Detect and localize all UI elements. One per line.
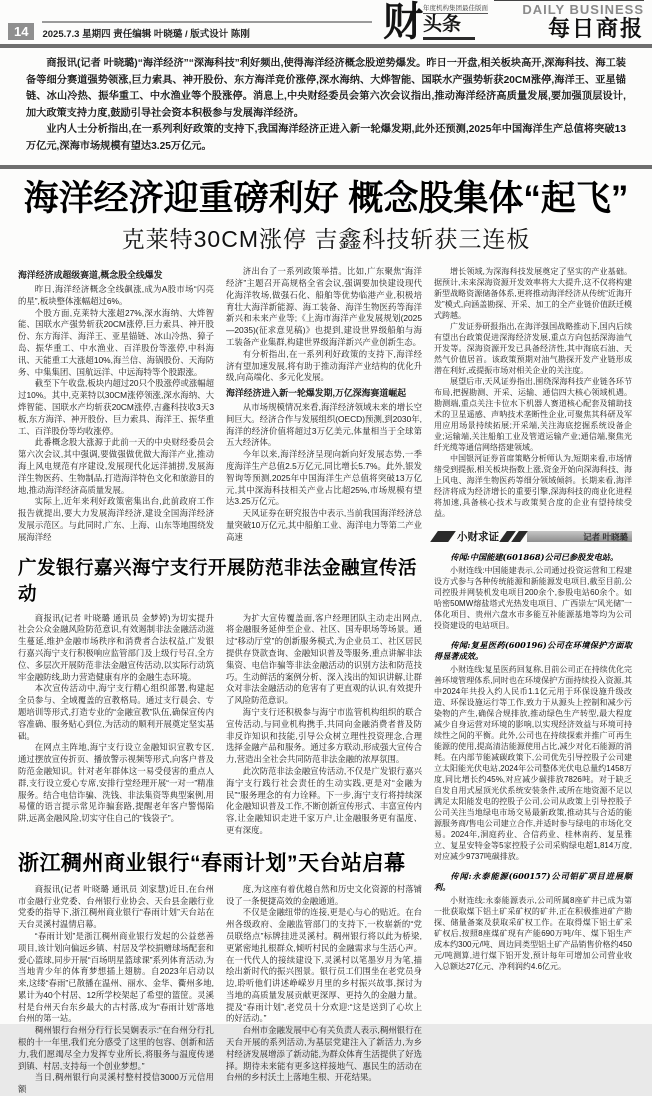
logo-toutiao: 头条: [423, 15, 475, 40]
article1-paragraph: 增长领域,为深海科技发展奠定了坚实的产业基础。据预计,未来深海资源开发效率将大大提升,这不仅将构建新型战略资源储备体系,更将推动海洋经济从传统“近海开发”模式,向涵盖勘探、开采、加工的全产业链价值跃迁模式跨越。: [434, 267, 632, 321]
dateline: 2025.7.3 星期四 责任编辑 叶晓璐 / 版式设计 陈刚: [42, 29, 250, 40]
rumor-line: 传闻:永泰能源(600157)公司铝矿项目进展顺利。: [434, 870, 632, 893]
lead-paragraph-box: [0, 48, 652, 161]
xiaocai-section-bar: [434, 529, 632, 544]
article1-paragraph: 有分析指出,在一系列利好政策的支持下,海洋经济有望加速发展,将有助于推动海洋产业结构的优化升级,向高端化、多元化发展。: [226, 348, 422, 383]
article1-paragraph: 此番概念股大涨源于此前一天的中央财经委员会第六次会议,其中强调,要做强做优做大海洋产业,推动海上风电规范有序建设,发展现代化远洋捕捞,发展海洋生物医药、生物制品,打造海洋特色文化和旅游目的地,推动海洋经济高质量发展。: [18, 437, 214, 495]
slash-icon: [430, 531, 456, 542]
article3-paragraph: 稠州银行台州分行行长吴娴表示:“在台州分行扎根的十一年里,我们充分感受了这里的包容、创新和活力,我们愿竭尽全力发挥专业所长,将服务与温度传递到镇、村居,支持每一个创业梦想。”: [18, 1025, 214, 1071]
article2-column-1: [18, 613, 214, 837]
article1-paragraph: 今年以来,海洋经济呈现向新向好发展态势,一季度海洋生产总值2.5万亿元,同比增长5.7%。此外,银发智询等预测,2025年中国海洋生产总值将突破13万亿元,其中深海科技相关产业占比超25%,市场规模有望达3.25万亿元。: [226, 449, 422, 507]
left-region: [18, 266, 422, 1096]
article2-paragraph: 本次宣传活动中,海宁支行精心组织部署,构建起全员参与、全域覆盖的宣教格局。通过支行晨会、专题培训等形式,打造专业的“金融宣教”队伍,确保宣传内容准确、服务贴心到位,为活动的顺利开展奠定坚实基础。: [18, 683, 214, 741]
xiaocai-item: [434, 552, 632, 631]
article3-paragraph: 商报讯(记者 叶晓璐 通讯员 刘家慧)近日,在台州市金融行业党委、台州银行业协会、天台县金融行业党委的指导下,浙江稠州商业银行“春雨计划”天台站在天台灵溪村温情启幕。: [18, 883, 214, 930]
article1-paragraph: 济出台了一系列政策举措。比如,广东聚焦“海洋经济”主题召开高规格全省会议,强调要加快建设现代化海洋牧场,做强石化、船舶等优势临港产业,积极培育壮大海洋新能源、海工装备、海洋生物医药等海洋新兴和未来产业等;《上海市海洋产业发展规划(2025—2035)(征求意见稿)》也提到,建设世界级船舶与海工装备产业集群,构建世界级海洋新兴产业创新生态。: [226, 266, 422, 348]
right-region: [434, 266, 632, 1096]
xiaocai-byline-bar: [527, 531, 632, 542]
reply-line: 小财连线:复星医药回复称,目前公司正在持续优化完善环境管理体系,同时也在环境保护方面持续投入资源,其中2024年共投入约人民币1.1亿元用于环保设施升级改造、环保设施运行等工作,致力于从源头上控制和减少污染物的产生,确保合规排放,推动绿色生产转型,最大程度减少自身运营对环境的影响,以实现经济效益与环境可持续性之间的平衡。此外,公司也在持续探索并推广可再生能源的使用,提高清洁能源使用占比,减少对化石能源的消耗。在内部节能减碳政策下,公司优先引导控股子公司建立太阳能光伏电站,2024年公司整体光伏电总量约1458万度,同比增长约45%,对应减少碳排放7826吨。对于缺乏自发自用式屋顶光伏系统安装条件,或所在地资源不足以满足太阳能发电的控股子公司,公司从政策上引导控股子公司关注当地绿电市场交易最新政策,推动其与合适的能源服务商/售电公司建立合作,并适时参与绿电的市场化交易。2024年,洞庭药业、合信药业、桂林南药、复星雅立、复星安特金等5家控股子公司采购绿电超1,814万度,对应减少9737吨碳排放。: [434, 664, 632, 861]
page-body: [0, 262, 652, 1096]
reply-line: 小财连线:永泰能源表示,公司所属8座矿井已成为第一批获取煤下铝土矿采矿权的矿井,正在积极推进矿产勘探、储量备案及获取采矿权工作。在取得煤下铝土矿采矿权后,按照8座煤矿现有产能690万吨/年、煤下铝生产成本约300元/吨、周边同类型铝土矿产品销售价格约450元/吨测算,进行煤下铝开发,预计每年可增加公司营业收入总额达27亿元、净利润约4.6亿元。: [434, 895, 632, 971]
lead-paragraph: 商报讯(记者 叶晓璐)“海洋经济”“深海科技”利好频出,使得海洋经济概念股逆势爆发。昨日一开盘,相关板块高开,深海科技、海工装备等细分赛道强势领涨,巨力索具、神开股份、东方海洋竞价涨停,深水海纳、大烨智能、国联水产强势斩获20CM涨停,海洋王、亚星锚链、冰山冷热、振华重工、中水渔业等个股涨停。消息上,中央财经委员会第六次会议指出,推动海洋经济高质量发展,要加强顶层设计,加大政策支持力度,鼓励引导社会资本积极参与发展海洋经济。: [26, 58, 626, 119]
article3-paragraph: “春雨计划”是浙江稠州商业银行发起的公益慈善项目,该计划向偏远乡镇、村居及学校捐赠球场配套和爱心篮球,同步开展“百场明星篮球课”系列体育活动,为当地青少年的体育梦想插上翅膀。自2023年启动以来,这缕“春雨”已散播在温州、丽水、金华、衢州多地,累计为40个村居、12所学校架起了希望的篮筐。灵溪村是台州天台东乡最大的古村落,成为“春雨计划”落地台州的第一站。: [18, 930, 214, 1024]
article1-paragraph: 截至下午收盘,板块内超过20只个股涨停或涨幅超过10%。其中,克莱特以30CM涨停领涨,深水海纳、大烨智能、国联水产均斩获20CM涨停,吉鑫科技收3天3板,东方海洋、神开股份、巨力索具、海洋王、振华重工、百洋股份等均收涨停。: [18, 378, 214, 436]
article3-paragraph: 不仅是金融纽带的连接,更是心与心的贴近。在台州各级政府、金融监管部门的支持下,一枚崭新的“党员联络点”标牌挂进灵溪村。稠州银行将以此为桥梁,更紧密地扎根群众,倾听村民的金融需求与生活心声。在一代代人的接续建设下,灵溪村以笔墨岁月为笔,描绘出新时代的振兴图景。银行员工们围坐在老党员身边,聆听他们讲述峥嵘岁月里的乡村振兴故事,探讨为当地的高质量发展贡献更深厚、更持久的金融力量。提及“春雨计划”,老党员十分欢迎:“这是送到了心坎上的好活动。”: [226, 907, 422, 1024]
article2-paragraph: 海宁支行还积极参与海宁市监管机构组织的联合宣传活动,与同业机构携手,共同向金融消费者普及防非反诈知识和技能,引导公众树立理性投资理念,合理选择金融产品和服务。通过多方联动,形成强大宣传合力,营造出全社会共同防范非法金融的浓厚氛围。: [226, 706, 422, 765]
article1-paragraph: 个股方面,克莱特大涨超27%,深水海纳、大烨智能、国联水产强势斩获20CM涨停,巨力索具、神开股份、东方海洋、海洋王、亚星锚链、冰山冷热、獐子岛、振华重工、中水渔业、百洋股份等涨停,中科海讯、天能重工大涨超10%,海兰信、海锅股份、天海防务、中集集团、国航远洋、中远海特等个股跟涨。: [18, 307, 214, 377]
article1-paragraph: 从市场规模情况来看,海洋经济领域未来的增长空间巨大。经济合作与发展组织(OECD)预测,到2030年,海洋的经济价值将超过3万亿美元,体量相当于全球第五大经济体。: [226, 402, 422, 448]
header-rule-top: [42, 21, 372, 23]
main-headline: 海洋经济迎重磅利好 概念股集体“起飞”: [23, 179, 629, 218]
dateline-block: [42, 21, 372, 40]
article2-paragraph: 在网点主阵地,海宁支行设立金融知识宣教专区,通过摆放宣传折页、播放警示视频等形式,向客户普及防范金融知识。针对老年群体这一易受侵害的重点人群,支行设立爱心专席,安排行堂经理开展“一对一”精准服务。结合电信诈骗、洗钱、非法集资等典型案例,用易懂的语言提示常见诈骗套路,提醒老年客户警惕陷阱,远离金融风险,切实守住自己的“钱袋子”。: [18, 742, 214, 824]
article1-columns: [18, 266, 422, 543]
article3: [18, 847, 422, 1096]
masthead-english: DAILY BUSINESS: [494, 0, 644, 17]
article1-subhead-2: 海洋经济进入新一轮爆发期,万亿深海赛道崛起: [226, 388, 406, 399]
article2-paragraph: 此次防范非法金融宣传活动,不仅是广发银行嘉兴海宁支行践行社会责任的生动实践,更是对“金融为民”“服务理念的有力诠释。下一步,海宁支行将持续深化金融知识普及工作,不断创新宣传形式、丰富宣传内容,让金融知识走进千家万户,让金融服务更有温度、更有深度。: [226, 765, 422, 835]
article3-paragraph: 当日,稠州银行向灵溪村整村授信3000万元信用额: [18, 1072, 214, 1095]
article3-headline: 浙江稠州商业银行“春雨计划”天台站启幕: [18, 851, 406, 875]
article1-paragraph: 中国银河证券首席策略分析师认为,短期来看,市场情绪受到提振,相关板块指数上涨,资金开始向深海科技、海上风电、海洋生物医药等细分领域倾斜。长期来看,海洋经济将成为经济增长的重要引擎,深海科技的商业化进程将加速,具备核心技术与政策契合度的企业有望持续受益。: [434, 454, 632, 519]
article2: [18, 554, 422, 837]
page-header: [0, 0, 652, 44]
article3-column-2: [226, 884, 422, 1096]
lead-paragraph: 业内人士分析指出,在一系列利好政策的支持下,我国海洋经济正进入新一轮爆发期,此外还预测,2025年中国海洋生产总值将突破13万亿元,深海市场规模有望达3.25万亿元。: [26, 124, 626, 152]
logo-cai-character: 财: [383, 0, 421, 44]
article3-paragraph: 台州市金融发展中心有关负责人表示,稠州银行在天台开展的系列活动,为基层党建注入了新活力,为乡村经济发展增添了新动能,为群众体育生活提供了好选择。期待未来能有更多这样接地气、惠民生的活动在台州的乡村沃土上落地生根、开花结果。: [226, 1025, 422, 1083]
article2-headline: 广发银行嘉兴海宁支行开展防范非法金融宣传活动: [18, 556, 418, 604]
article2-paragraph: 商报讯(记者 叶晓璐 通讯员 金梦婷)为切实提升社会公众金融风险防范意识,有效遏制非法金融活动滋生蔓延,维护金融市场秩序和消费者合法权益,广发银行嘉兴海宁支行积极响应监管部门及上级行号召,全方位、多层次开展防范非法金融宣传活动,以实际行动筑牢金融防线,助力营造健康有序的金融生态环境。: [18, 612, 214, 682]
page-number: 14: [8, 23, 34, 40]
article3-paragraph: 度,为这座有着优越自然和历史文化资源的村落铺设了一条便捷高效的金融通道。: [226, 883, 422, 906]
xiaocai-byline: 记者 叶晓璐: [583, 531, 628, 542]
article2-column-2: [226, 613, 422, 837]
masthead-chinese: 每日商报: [547, 15, 644, 41]
article1-paragraph: 昨日,海洋经济概念全线飙涨,成为A股市场“闪亮的星”,板块整体涨幅超过6%。: [18, 284, 214, 306]
rumor-line: 传闻:中国能建(601868)公司已参股发电站。: [450, 552, 619, 563]
section-logo: [383, 0, 488, 44]
article1-paragraph: 实际上,近年来利好政策密集出台,此前政府工作报告就提出,要大力发展海洋经济,建设全国海洋经济发展示范区。与此同时,广东、上海、山东等地围绕发展海洋经: [18, 496, 214, 542]
rumor-line: 传闻:复星医药(600196)公司在环境保护方面取得显著成效。: [434, 639, 632, 662]
article3-column-1: [18, 884, 214, 1096]
xiaocai-item: [434, 871, 632, 972]
masthead: [494, 0, 644, 40]
xiaocai-title: 小财求证: [457, 531, 499, 544]
xiaocai-item: [434, 640, 632, 862]
article2-paragraph: 为扩大宣传覆盖面,客户经理团队主动走出网点,将金融服务延伸至企业、社区、国寿职场等场景。通过“移动厅堂”的创新服务模式,为企业员工、社区居民提供存贷款查询、金融知识普及等服务,重点讲解非法集资、电信诈骗等非法金融活动的识别方法和防范技巧。生动鲜活的案例分析、深入浅出的知识讲解,让群众对非法金融活动的危害有了更直观的认识,有效提升了风险防范意识。: [226, 612, 422, 706]
article1-paragraph: 广发证券研报指出,在海洋强国战略推动下,国内后续有望出台政策促进深海经济发展,重点方向包括深海油气开发等。深海资源开发已具备经济性,其中海底石油、天然气价值居首。该政策预期对油气勘探开发产业链形成潜在利好,或提振市场对相关企业的关注度。: [434, 322, 632, 376]
article1-paragraph: 展望后市,天风证券指出,围绕深海科技产业链各环节布局,把握勘测、开采、运输、通信四大核心领域机遇。勘测端,重点关注卡位水下机器人赛道核心配套及辅助技术的卫星遥感、声呐技术垄断性企业,可聚焦其科研及军用应用场景持续拓展;开采端,关注海底挖掘系统设备企业;运输端,关注船舶工业及管道运输产业;通信端,聚焦光纤光缆等通信网络搭建领域。: [434, 377, 632, 453]
article1-column-3: [434, 266, 632, 519]
award-line: 年度机构集团最佳版面: [423, 5, 488, 13]
article1-column-2: [226, 266, 422, 543]
sub-headline: 克莱特30CM涨停 吉鑫科技斩获三连板: [121, 226, 531, 253]
article1-paragraph: 天风证券在研究报告中表示,当前我国海洋经济总量突破10万亿元,其中船舶工业、海洋电力等第二产业高速: [226, 508, 422, 542]
article1-column-1: [18, 266, 214, 543]
article1-subhead-1: 海洋经济成超级赛道,概念股全线爆发: [18, 270, 163, 281]
reply-line: 小财连线:中国能建表示,公司通过投资运营和工程建设方式参与各种传统能源和新能源发电项目,截至目前,公司控股并网装机发电项目200余个,参股电站60余个。如哈密50MW熔盐塔式光热发电项目、广西崇左“风光储”一体化项目、贵州六盘水市多能互补能源基地等均为公司投资建设的电站项目。: [434, 565, 632, 630]
lead-divider-rule: [0, 165, 652, 169]
